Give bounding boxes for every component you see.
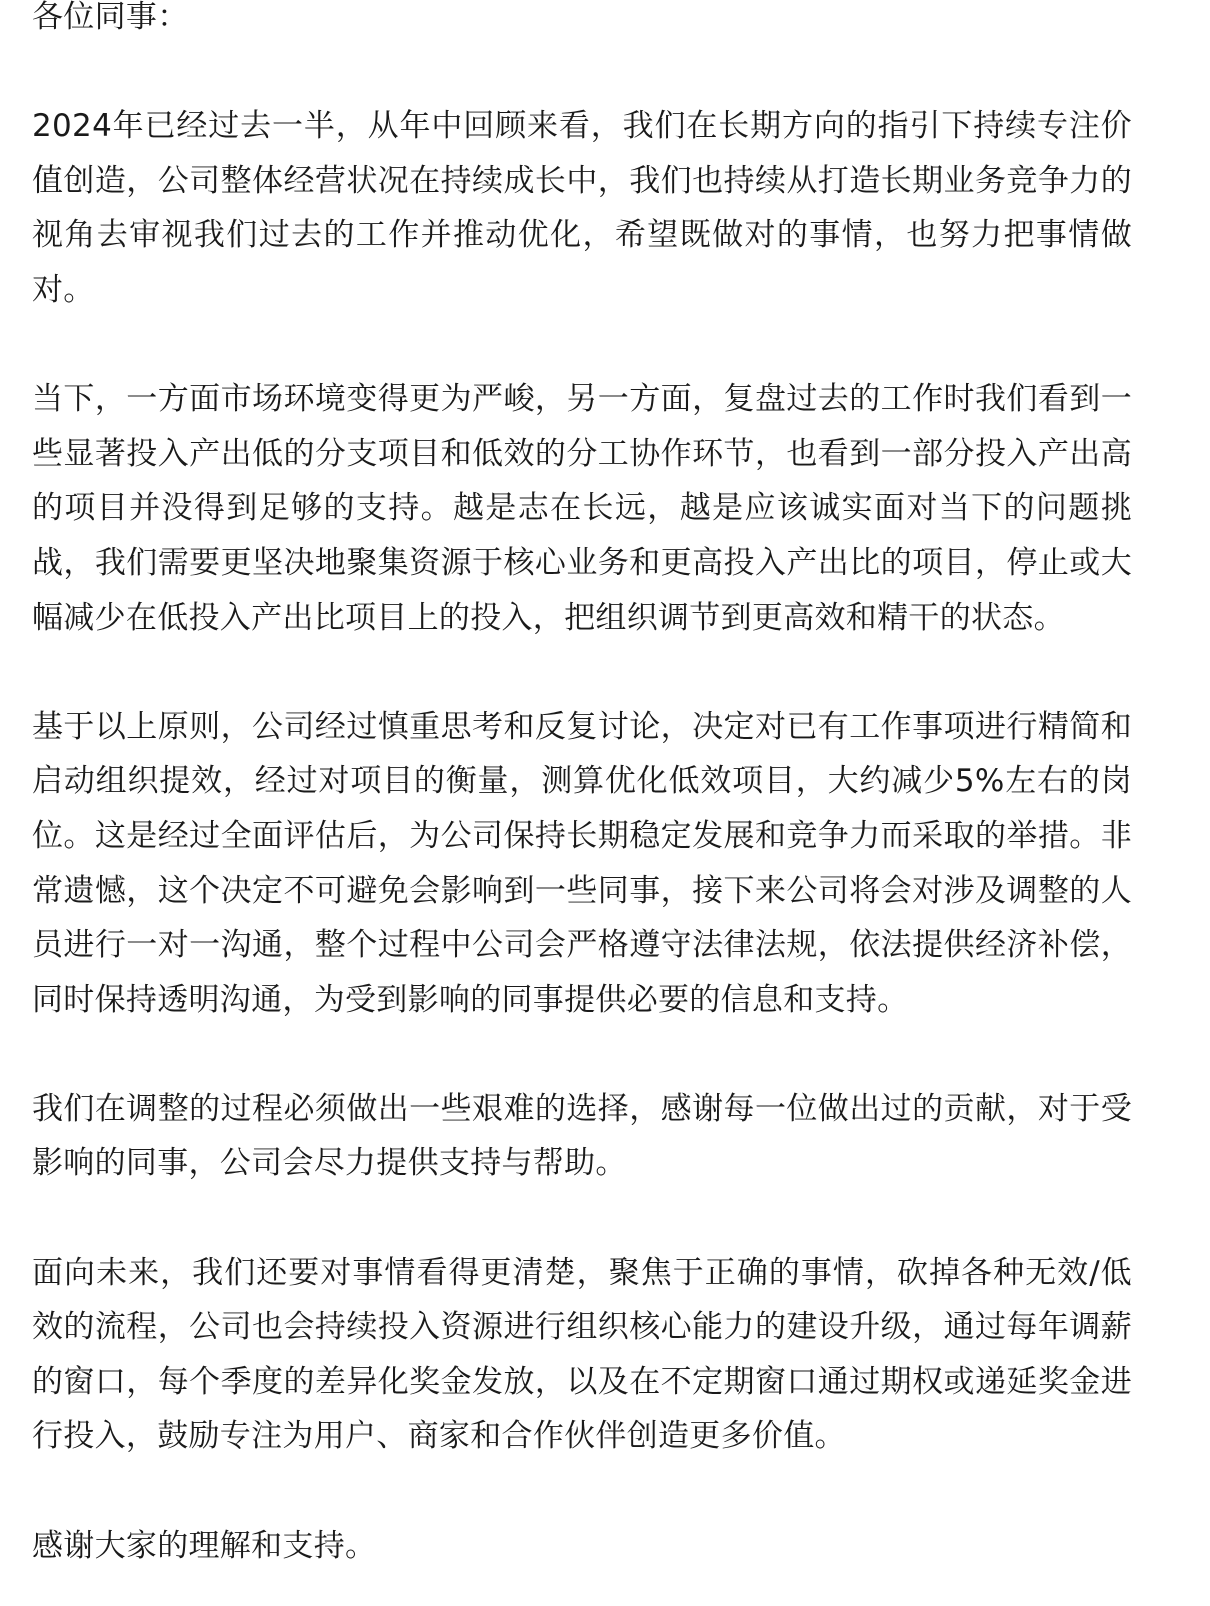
letter-paragraph-4: 我们在调整的过程必须做出一些艰难的选择，感谢每一位做出过的贡献，对于受影响的同事，公司会尽力提供支持与帮助。 [32,1090,1132,1182]
letter-paragraph-3: 基于以上原则，公司经过慎重思考和反复讨论，决定对已有工作事项进行精简和启动组织提效，经过对项目的衡量，测算优化低效项目，大约减少5%左右的岗位。这是经过全面评估后，为公司保持长期稳定发展和竞争力而采取的举措。非常遗憾，这个决定不可避免会影响到一些同事，接下来公司将会对涉及调整的人员进行一对一沟通，整个过程中公司会严格遵守法律法规，依法提供经济补偿，同时保持透明沟通，为受到影响的同事提供必要的信息和支持。 [32,708,1132,1018]
letter-paragraph-2: 当下，一方面市场环境变得更为严峻，另一方面，复盘过去的工作时我们看到一些显著投入产出低的分支项目和低效的分工协作环节，也看到一部分投入产出高的项目并没得到足够的支持。越是志在长远，越是应该诚实面对当下的问题挑战，我们需要更坚决地聚集资源于核心业务和更高投入产出比的项目，停止或大幅减少在低投入产出比项目上的投入，把组织调节到更高效和精干的状态。 [32,381,1132,636]
letter-body [32,0,1132,1573]
letter-paragraph-5: 面向未来，我们还要对事情看得更清楚，聚焦于正确的事情，砍掉各种无效/低效的流程，公司也会持续投入资源进行组织核心能力的建设升级，通过每年调薪的窗口，每个季度的差异化奖金发放，以及在不定期窗口通过期权或递延奖金进行投入，鼓励专注为用户、商家和合作伙伴创造更多价值。 [32,1254,1132,1455]
letter-closing: 感谢大家的理解和支持。 [32,1527,377,1564]
letter-paragraph-1: 2024年已经过去一半，从年中回顾来看，我们在长期方向的指引下持续专注价值创造，公司整体经营状况在持续成长中，我们也持续从打造长期业务竞争力的视角去审视我们过去的工作并推动优化，希望既做对的事情，也努力把事情做对。 [32,108,1132,308]
letter-greeting: 各位同事： [32,0,189,35]
